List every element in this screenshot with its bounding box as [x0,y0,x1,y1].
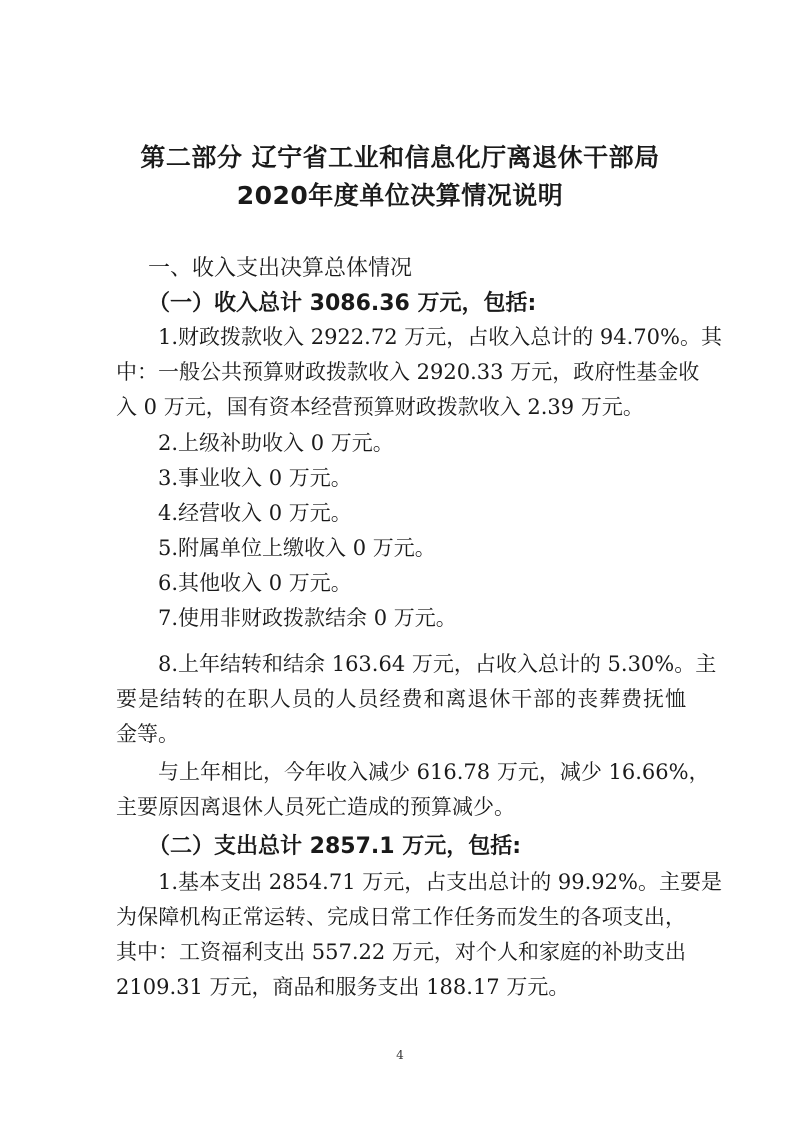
income-item4: 4.经营收入 0 万元。 [158,501,352,525]
income-item6: 6.其他收入 0 万元。 [158,571,352,595]
page-number: 4 [396,1048,404,1062]
income-item8-line1: 8.上年结转和结余 163.64 万元，占收入总计的 5.30%。主 [158,652,717,676]
income-heading: （一）收入总计 3086.36 万元，包括: [148,291,537,316]
income-item7: 7.使用非财政拨款结余 0 万元。 [158,606,457,630]
income-item5: 5.附属单位上缴收入 0 万元。 [158,536,436,560]
income-compare-line1: 与上年相比，今年收入减少 616.78 万元，减少 16.66%， [158,760,710,784]
income-item1-line1: 1.财政拨款收入 2922.72 万元，占收入总计的 94.70%。其 [158,325,722,349]
section-heading: 一、收入支出决算总体情况 [148,256,413,281]
income-item3: 3.事业收入 0 万元。 [158,466,352,490]
income-item8-line3: 金等。 [116,722,179,746]
income-item2: 2.上级补助收入 0 万元。 [158,431,394,455]
income-item1-line2: 中：一般公共预算财政拨款收入 2920.33 万元，政府性基金收 [116,360,700,384]
document-title-line1: 第二部分 辽宁省工业和信息化厅离退休干部局 [140,143,660,172]
expense-item1-line1: 1.基本支出 2854.71 万元，占支出总计的 99.92%。主要是 [158,870,722,894]
expense-item1-line3: 其中：工资福利支出 557.22 万元，对个人和家庭的补助支出 [116,940,686,964]
expense-item1-line2: 为保障机构正常运转、完成日常工作任务而发生的各项支出， [116,905,686,929]
document-title-line2: 2020年度单位决算情况说明 [236,181,564,210]
income-compare-line2: 主要原因离退休人员死亡造成的预算减少。 [116,795,515,819]
income-item1-line3: 入 0 万元，国有资本经营预算财政拨款收入 2.39 万元。 [116,395,644,419]
expense-heading: （二）支出总计 2857.1 万元，包括: [148,834,522,859]
income-item8-line2: 要是结转的在职人员的人员经费和离退休干部的丧葬费抚恤 [116,687,686,711]
expense-item1-line4: 2109.31 万元，商品和服务支出 188.17 万元。 [116,975,570,999]
